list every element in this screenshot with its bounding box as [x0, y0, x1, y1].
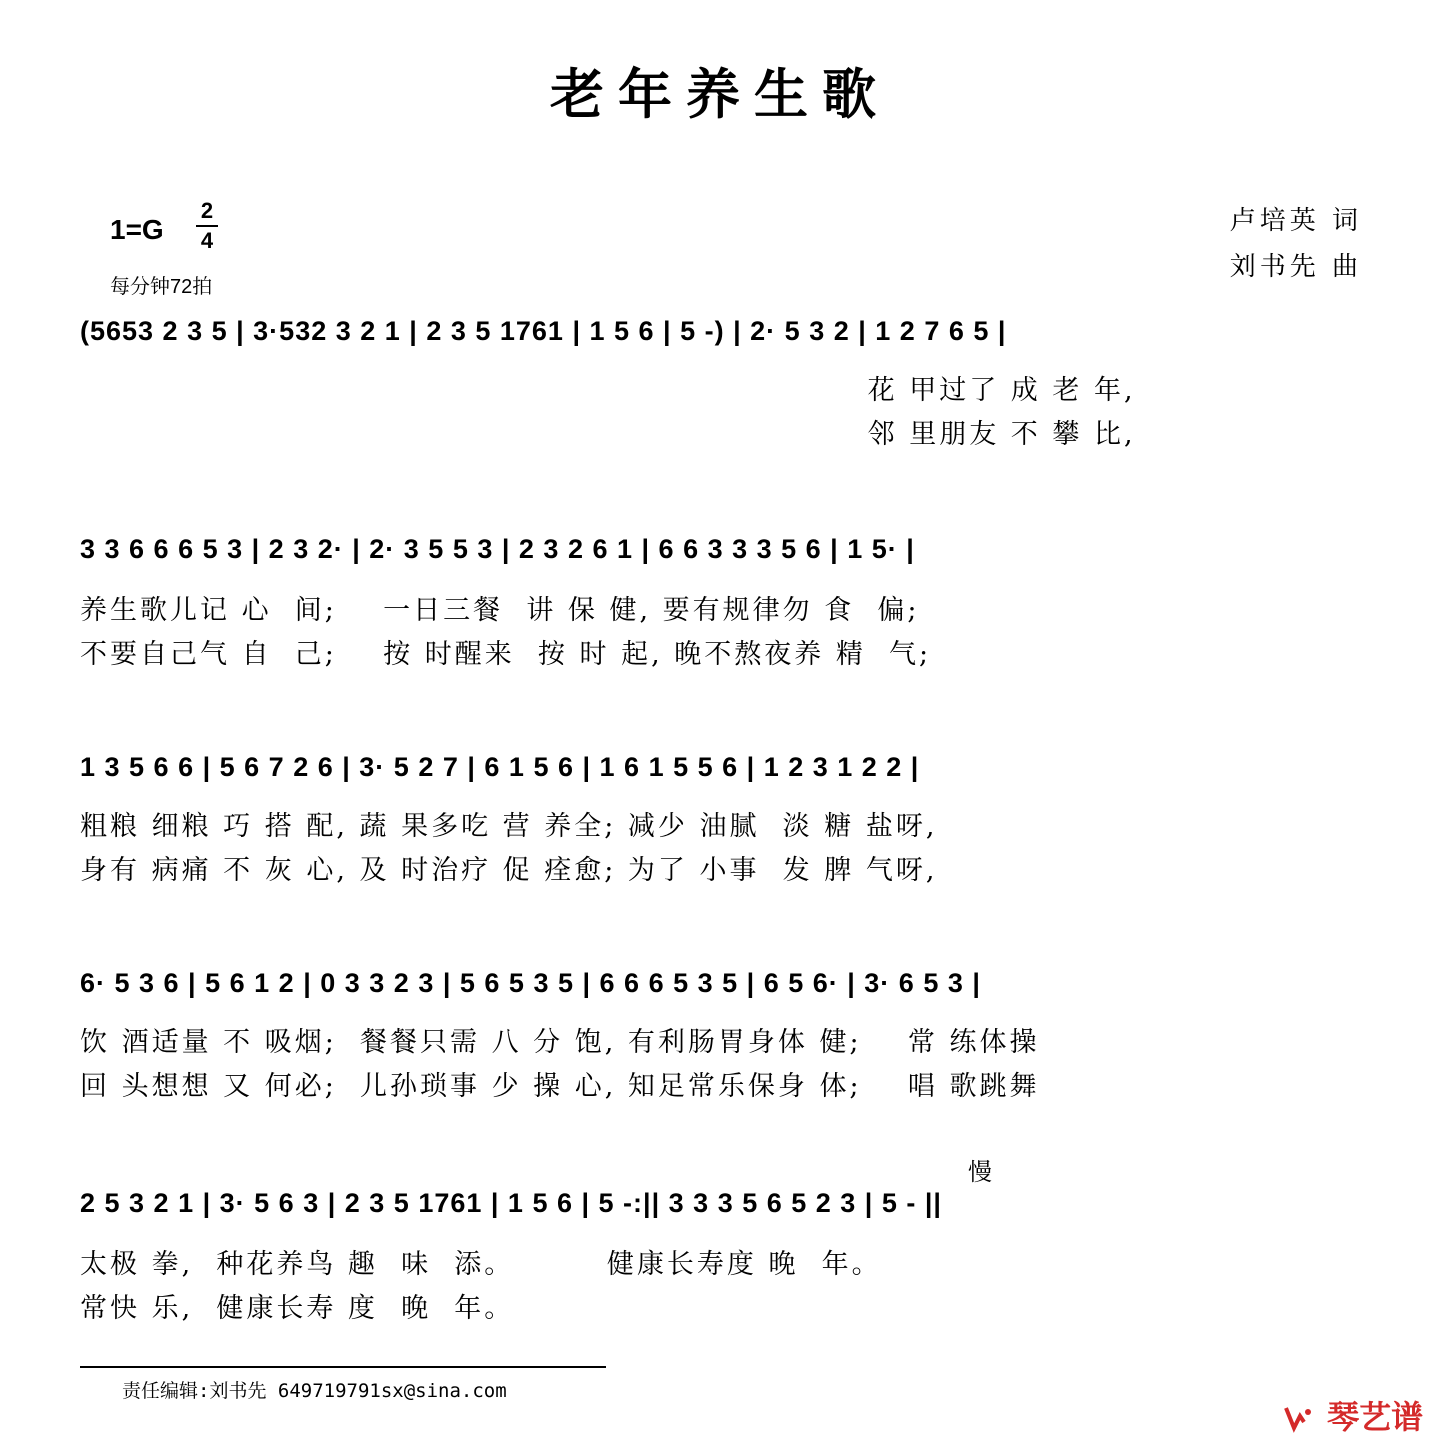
slow-tempo-mark: 慢: [968, 1158, 992, 1186]
key-signature: 1=G: [110, 214, 164, 245]
music-logo-icon: [1282, 1402, 1316, 1436]
lyric-verse-1: 饮 酒适量 不 吸烟; 餐餐只需 八 分 饱, 有利肠胃身体 健; 常 练体操: [80, 1027, 1040, 1058]
lyric-verse-2: 常快 乐, 健康长寿 度 晚 年。: [80, 1293, 515, 1324]
time-signature-top: 2: [200, 198, 214, 223]
lyricist-credit: 卢培英 词: [1229, 206, 1362, 236]
time-signature-bar: [196, 225, 218, 227]
footer-divider: [80, 1366, 606, 1368]
lyric-verse-1: 太极 拳, 种花养鸟 趣 味 添。 健康长寿度 晚 年。: [80, 1249, 882, 1280]
lyric-verse-1: 花 甲过了 成 老 年,: [80, 375, 1136, 406]
lyric-verse-1: 养生歌儿记 心 间; 一日三餐 讲 保 健, 要有规律勿 食 偏;: [80, 595, 920, 626]
notation-line: 1 3 5 6 6 | 5 6 7 2 6 | 3· 5 2 7 | 6 1 5 6 | 1 6 1 5 5 6 | 1 2 3 1 2 2 |: [80, 752, 920, 782]
watermark-text: 琴艺谱: [1327, 1398, 1424, 1436]
composer-credit: 刘书先 曲: [1229, 252, 1362, 282]
lyric-verse-2: 回 头想想 又 何必; 儿孙琐事 少 操 心, 知足常乐保身 体; 唱 歌跳舞: [80, 1071, 1040, 1102]
watermark-logo: [1282, 1392, 1423, 1438]
time-signature: [196, 198, 218, 254]
notation-line: (5653 2 3 5 | 3·532 3 2 1 | 2 3 5 1761 | 1 5 6 | 5 -) | 2· 5 3 2 | 1 2 7 6 5 |: [80, 316, 1007, 346]
lyric-verse-2: 不要自己气 自 己; 按 时醒来 按 时 起, 晚不熬夜养 精 气;: [80, 639, 932, 670]
lyric-verse-1: 粗粮 细粮 巧 搭 配, 蔬 果多吃 营 养全; 减少 油腻 淡 糖 盐呀,: [80, 811, 938, 842]
notation-line: 3 3 6 6 6 5 3 | 2 3 2· | 2· 3 5 5 3 | 2 3 2 6 1 | 6 6 3 3 3 5 6 | 1 5· |: [80, 534, 915, 564]
lyric-verse-2: 邻 里朋友 不 攀 比,: [80, 419, 1136, 450]
tempo-marking: 每分钟72拍: [110, 276, 213, 298]
notation-line: 2 5 3 2 1 | 3· 5 6 3 | 2 3 5 1761 | 1 5 6 | 5 -:|| 3 3 3 5 6 5 2 3 | 5 - ||: [80, 1188, 942, 1218]
lyric-verse-2: 身有 病痛 不 灰 心, 及 时治疗 促 痊愈; 为了 小事 发 脾 气呀,: [80, 855, 938, 886]
time-signature-bottom: 4: [200, 228, 214, 253]
song-title: 老年养生歌: [550, 62, 890, 126]
notation-line: 6· 5 3 6 | 5 6 1 2 | 0 3 3 2 3 | 5 6 5 3 5 | 6 6 6 5 3 5 | 6 5 6· | 3· 6 5 3 |: [80, 968, 981, 998]
editor-credit: 责任编辑:刘书先 649719791sx@sina.com: [122, 1380, 507, 1402]
